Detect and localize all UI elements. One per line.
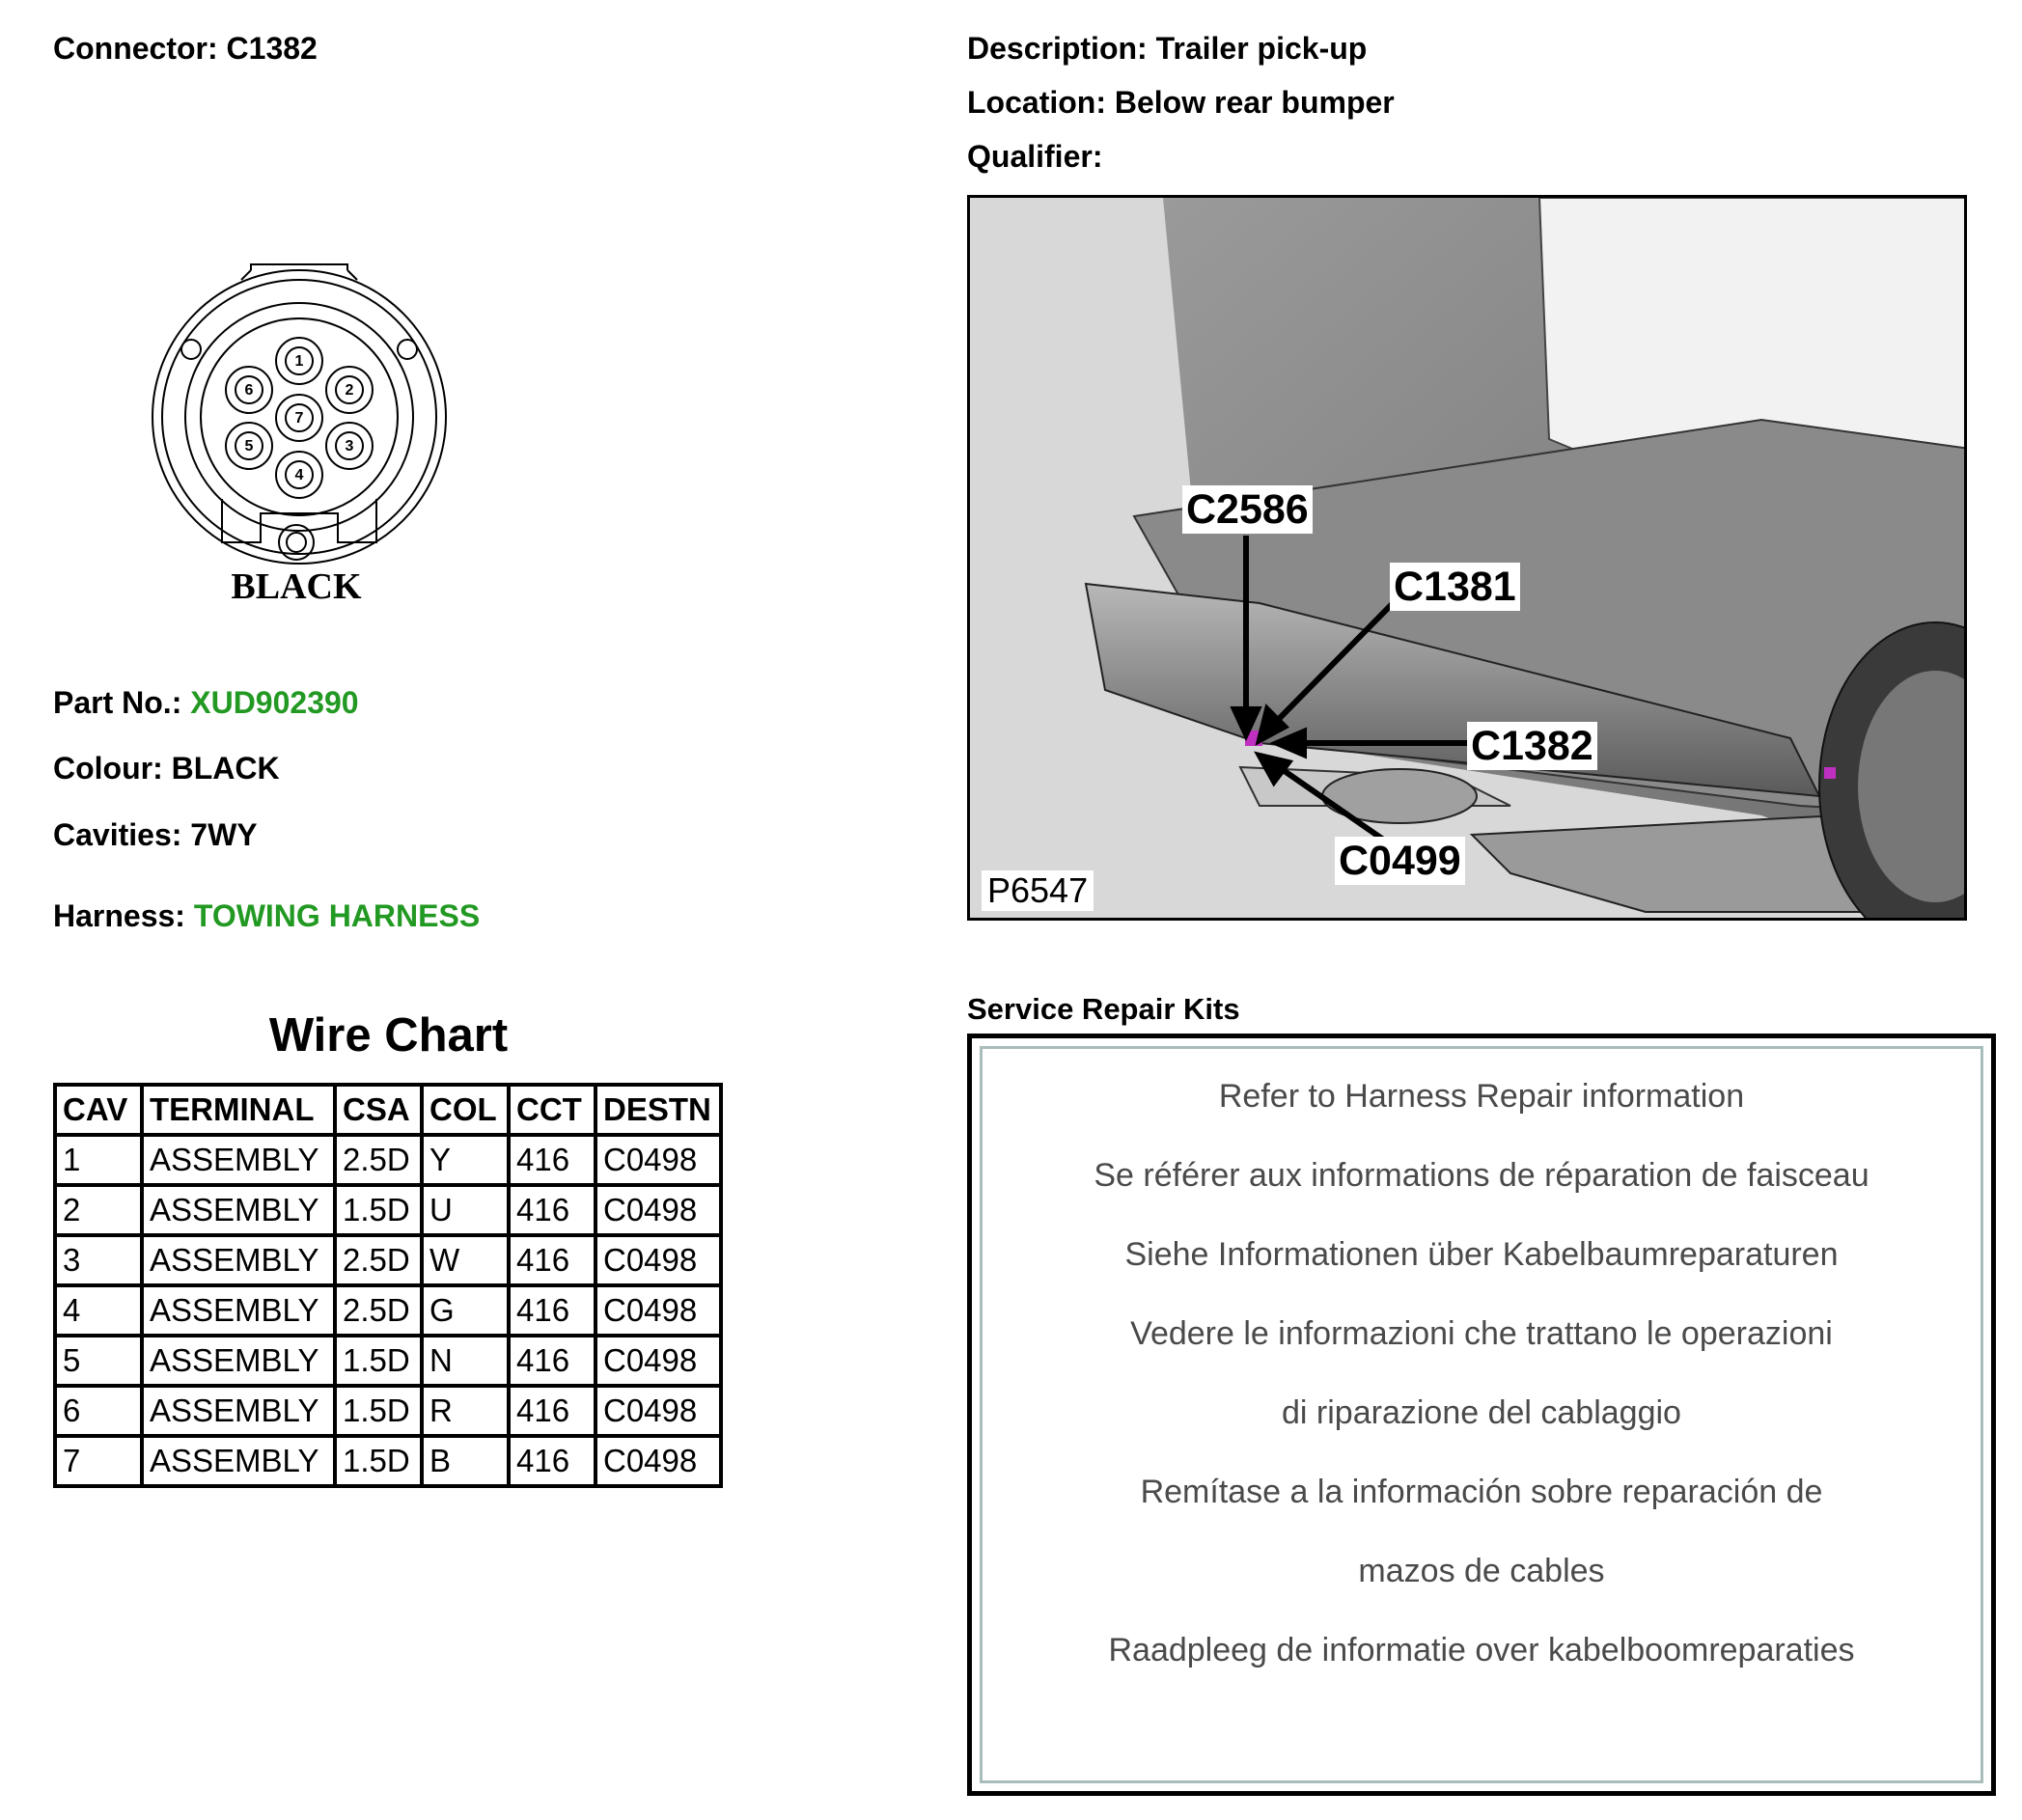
- kit-line: Vedere le informazioni che trattano le operazioni: [1130, 1315, 1833, 1352]
- qualifier-line: [967, 139, 1102, 175]
- cell-cct: 416: [509, 1235, 596, 1285]
- pin-label-1: 1: [294, 353, 304, 370]
- table-row: [55, 1336, 721, 1386]
- connector-line: [53, 31, 318, 67]
- cell-cct: 416: [509, 1135, 596, 1185]
- location-line: [967, 85, 1395, 121]
- callout-c2586: C2586: [1182, 485, 1313, 534]
- location-photo: [967, 195, 1967, 921]
- colour-label: Colour:: [53, 751, 163, 786]
- wire-chart-table: [53, 1083, 723, 1488]
- connector-label: Connector:: [53, 31, 218, 66]
- cell-terminal: ASSEMBLY: [142, 1235, 335, 1285]
- kit-line: Siehe Informationen über Kabelbaumreparaturen: [1124, 1236, 1839, 1273]
- location-label: Location:: [967, 85, 1106, 120]
- cell-destn: C0498: [596, 1185, 721, 1235]
- wire-chart-header-row: [55, 1085, 721, 1135]
- cell-cct: 416: [509, 1386, 596, 1436]
- cell-csa: 1.5D: [335, 1386, 422, 1436]
- kit-line: Se référer aux informations de réparation de faisceau: [1094, 1157, 1870, 1194]
- pin-label-3: 3: [345, 438, 354, 455]
- col-header-cct: CCT: [509, 1085, 596, 1135]
- col-header-destn: DESTN: [596, 1085, 721, 1135]
- col-header-col: COL: [422, 1085, 509, 1135]
- kit-line: Raadpleeg de informatie over kabelboomreparaties: [1108, 1632, 1855, 1668]
- table-row: [55, 1285, 721, 1336]
- description-line: [967, 31, 1367, 67]
- vehicle-illustration: [970, 198, 1967, 921]
- connector-id: C1382: [226, 31, 318, 66]
- cell-cct: 416: [509, 1336, 596, 1386]
- callout-c0499: C0499: [1335, 837, 1465, 885]
- kit-line: mazos de cables: [1358, 1553, 1605, 1589]
- cell-col: G: [422, 1285, 509, 1336]
- cell-cav: 6: [55, 1386, 142, 1436]
- cell-terminal: ASSEMBLY: [142, 1386, 335, 1436]
- table-row: [55, 1135, 721, 1185]
- callout-c1381: C1381: [1390, 563, 1520, 611]
- part-no-line: [53, 685, 359, 721]
- cell-terminal: ASSEMBLY: [142, 1336, 335, 1386]
- cell-terminal: ASSEMBLY: [142, 1285, 335, 1336]
- location-value: Below rear bumper: [1114, 85, 1395, 120]
- connector-face-diagram: [145, 253, 454, 610]
- cell-csa: 2.5D: [335, 1135, 422, 1185]
- cell-csa: 1.5D: [335, 1185, 422, 1235]
- colour-value: BLACK: [171, 751, 280, 786]
- cell-col: R: [422, 1386, 509, 1436]
- callout-c1382: C1382: [1467, 722, 1597, 770]
- photo-reference: P6547: [982, 870, 1094, 911]
- description-label: Description:: [967, 31, 1148, 66]
- colour-line: [53, 751, 280, 786]
- kit-line: Remítase a la información sobre reparación de: [1140, 1474, 1823, 1510]
- cell-cav: 4: [55, 1285, 142, 1336]
- pin-label-7: 7: [294, 410, 304, 427]
- harness-line: [53, 898, 480, 934]
- cavities-value: 7WY: [190, 817, 258, 852]
- cell-cav: 7: [55, 1436, 142, 1486]
- service-repair-kits-box: [967, 1034, 1996, 1796]
- kit-line: di riparazione del cablaggio: [1282, 1394, 1681, 1431]
- cell-col: N: [422, 1336, 509, 1386]
- pin-label-4: 4: [294, 467, 304, 483]
- cell-csa: 1.5D: [335, 1336, 422, 1386]
- cell-col: Y: [422, 1135, 509, 1185]
- cell-csa: 1.5D: [335, 1436, 422, 1486]
- part-no-link[interactable]: XUD902390: [190, 685, 359, 720]
- qualifier-label: Qualifier:: [967, 139, 1103, 174]
- cell-cct: 416: [509, 1285, 596, 1336]
- cavities-label: Cavities:: [53, 817, 182, 852]
- cell-destn: C0498: [596, 1386, 721, 1436]
- description-value: Trailer pick-up: [1155, 31, 1368, 66]
- table-row: [55, 1386, 721, 1436]
- cell-destn: C0498: [596, 1235, 721, 1285]
- cell-destn: C0498: [596, 1285, 721, 1336]
- table-row: [55, 1235, 721, 1285]
- cell-destn: C0498: [596, 1336, 721, 1386]
- col-header-terminal: TERMINAL: [142, 1085, 335, 1135]
- cell-cct: 416: [509, 1185, 596, 1235]
- cavities-line: [53, 817, 258, 853]
- col-header-cav: CAV: [55, 1085, 142, 1135]
- harness-label: Harness:: [53, 898, 185, 933]
- pin-label-5: 5: [244, 438, 254, 455]
- diagram-colour-label: BLACK: [231, 566, 362, 607]
- cell-cav: 3: [55, 1235, 142, 1285]
- service-repair-kits-title: Service Repair Kits: [967, 992, 1240, 1026]
- part-no-label: Part No.:: [53, 685, 182, 720]
- cell-cav: 2: [55, 1185, 142, 1235]
- wire-chart-title: Wire Chart: [268, 1009, 509, 1062]
- cell-csa: 2.5D: [335, 1235, 422, 1285]
- cell-destn: C0498: [596, 1436, 721, 1486]
- cell-csa: 2.5D: [335, 1285, 422, 1336]
- service-repair-kits-inner: [980, 1046, 1983, 1783]
- cell-terminal: ASSEMBLY: [142, 1185, 335, 1235]
- cell-cav: 5: [55, 1336, 142, 1386]
- pin-label-6: 6: [244, 382, 254, 399]
- cell-terminal: ASSEMBLY: [142, 1135, 335, 1185]
- harness-link[interactable]: TOWING HARNESS: [193, 898, 481, 933]
- table-row: [55, 1436, 721, 1486]
- cell-col: W: [422, 1235, 509, 1285]
- cell-col: B: [422, 1436, 509, 1486]
- kit-line: Refer to Harness Repair information: [1218, 1078, 1745, 1115]
- cell-cav: 1: [55, 1135, 142, 1185]
- pin-label-2: 2: [345, 382, 354, 399]
- cell-cct: 416: [509, 1436, 596, 1486]
- cell-terminal: ASSEMBLY: [142, 1436, 335, 1486]
- col-header-csa: CSA: [335, 1085, 422, 1135]
- table-row: [55, 1185, 721, 1235]
- cell-destn: C0498: [596, 1135, 721, 1185]
- cell-col: U: [422, 1185, 509, 1235]
